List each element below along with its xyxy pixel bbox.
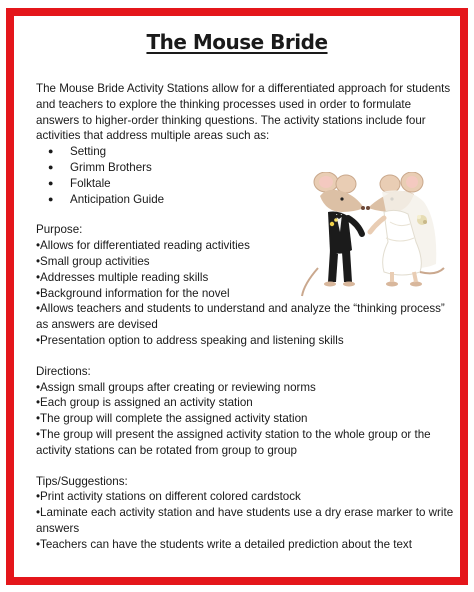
purpose-item: •Allows teachers and students to understand and analyze the “thinking process” as answers are devised [36, 302, 445, 332]
purpose-item: •Allows for differentiated reading activities [36, 239, 250, 253]
topic-item: ● Setting [48, 144, 456, 160]
tips-item: •Teachers can have the students write a detailed prediction about the text [36, 537, 412, 551]
topic-item: ● Folktale [48, 176, 456, 192]
tips-item: •Laminate each activity station and have students use a dry erase marker to write answers [36, 506, 454, 535]
purpose-item: •Small group activities [36, 254, 150, 268]
tips-heading: Tips/Suggestions: [36, 474, 128, 488]
purpose-item: •Addresses multiple reading skills [36, 270, 209, 284]
directions-item: •The group will present the assigned activity station to the whole group or the activity stations can be rotated from group to group [36, 427, 431, 457]
bride-mouse [366, 172, 444, 287]
document-body [36, 81, 456, 553]
tips-item: •Print activity stations on different colored cardstock [36, 490, 301, 504]
purpose-item: •Background information for the novel [36, 286, 230, 300]
groom-mouse [302, 172, 365, 296]
directions-item: •Assign small groups after creating or reviewing norms [36, 380, 316, 394]
topic-item: ● Grimm Brothers [48, 160, 456, 176]
purpose-item: •Presentation option to address speaking and listening skills [36, 333, 344, 347]
mouse-bride-image [298, 172, 446, 300]
directions-item: •Each group is assigned an activity station [36, 396, 253, 410]
intro-paragraph: The Mouse Bride Activity Stations allow for a differentiated approach for students and teachers to explore the thinking processes used in order to formulate answers to higher-order thinking questions. The activity stations include four activities that address multiple areas such as: [36, 82, 451, 143]
page-title: The Mouse Bride [146, 30, 328, 54]
directions-item: •The group will complete the assigned activity station [36, 412, 308, 426]
topic-item: ● Anticipation Guide [48, 192, 456, 208]
directions-heading: Directions: [36, 364, 91, 378]
purpose-heading: Purpose: [36, 223, 83, 237]
page-frame [6, 8, 468, 585]
